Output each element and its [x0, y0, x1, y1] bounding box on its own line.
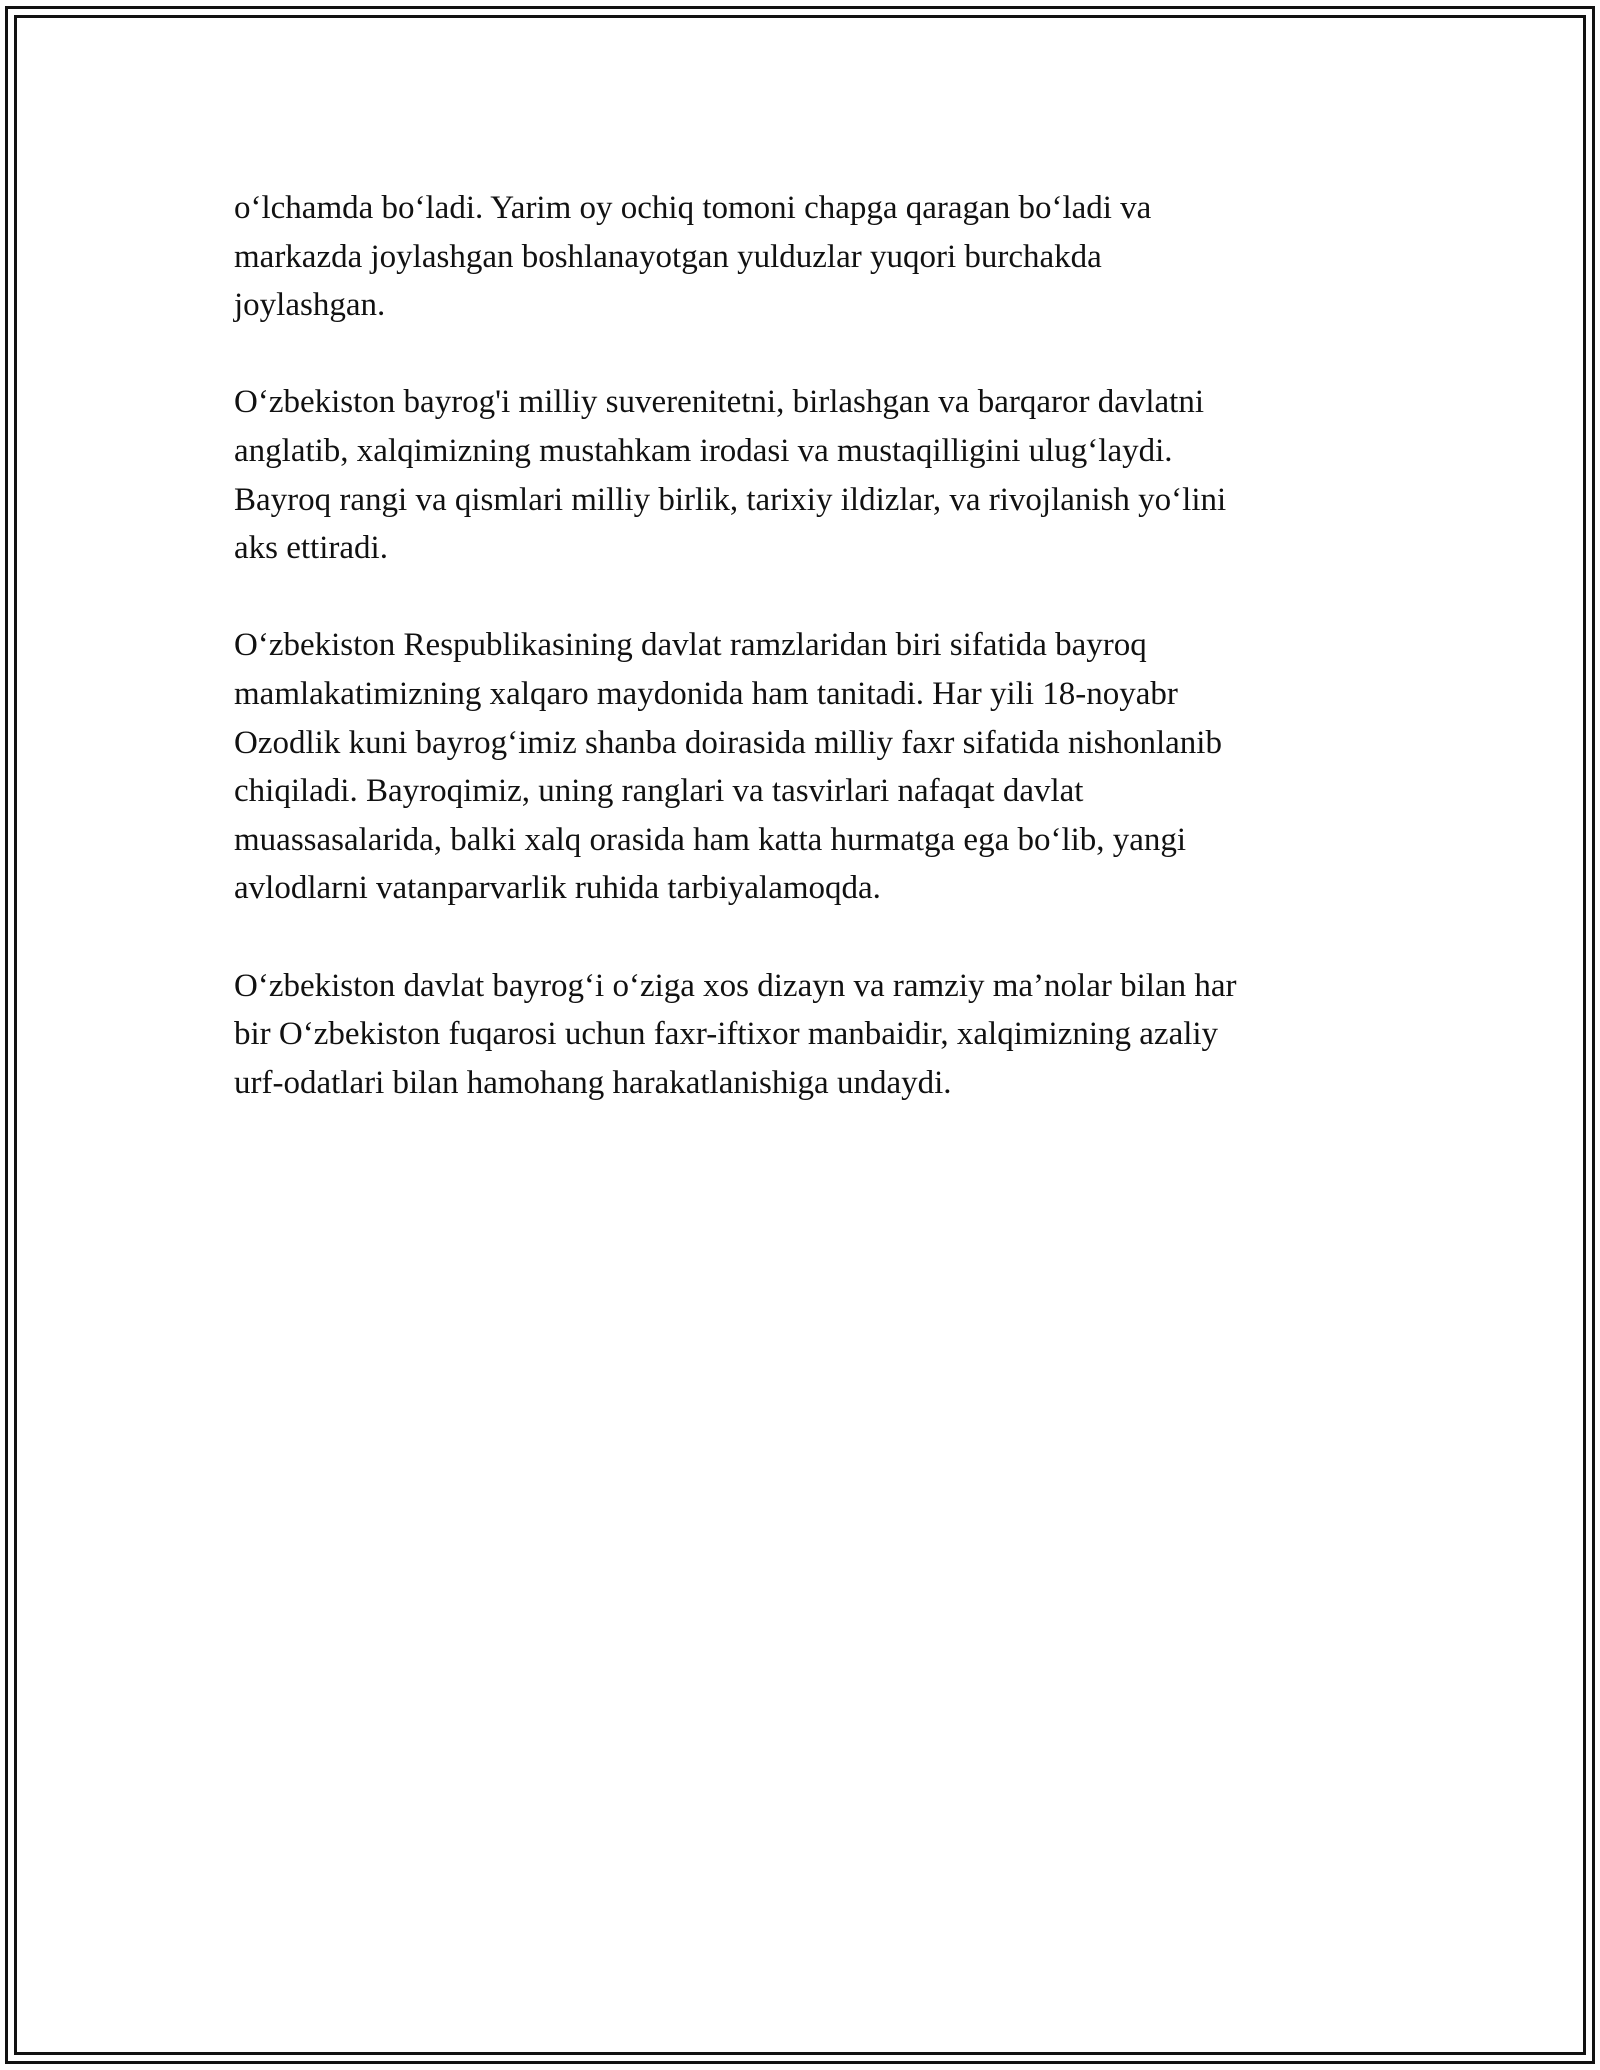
paragraph-flag-shape: o‘lchamda bo‘ladi. Yarim oy ochiq tomoni chapga qaragan bo‘ladi va markazda joylashgan boshlanayotgan yulduzlar yuqori burchakda joylashgan. — [234, 190, 1152, 324]
paragraph-flag-pride: O‘zbekiston davlat bayrog‘i o‘ziga xos dizayn va ramziy ma’nolar bilan har bir O‘zbekiston fuqarosi uchun faxr-iftixor manbaidir, xalqimizning azaliy urf-odatlari bilan hamohang harakatlanishiga undaydi. — [234, 967, 1237, 1101]
paragraph-flag-meaning: O‘zbekiston bayrog'i milliy suverenitetni, birlashgan va barqaror davlatni anglatib, xalqimizning mustahkam irodasi va mustaqilligini ulug‘laydi. Bayroq rangi va qismlari milliy birlik, tarixiy ildizlar, va rivojlanish yo‘lini aks ettiradi. — [234, 384, 1227, 567]
paragraph-flag-international: O‘zbekiston Respublikasining davlat ramzlaridan biri sifatida bayroq mamlakatimizning xalqaro maydonida ham tanitadi. Har yili 18-noyabr Ozodlik kuni bayrog‘imiz shanba doirasida milliy faxr sifatida nishonlanib chiqiladi. Bayroqimiz, uning ranglari va tasvirlari nafaqat davlat muassasalarida, balki xalq orasida ham katta hurmatga ega bo‘lib, yangi avlodlarni vatanparvarlik ruhida tarbiyalamoqda. — [234, 627, 1222, 907]
document-body — [234, 184, 1364, 1156]
